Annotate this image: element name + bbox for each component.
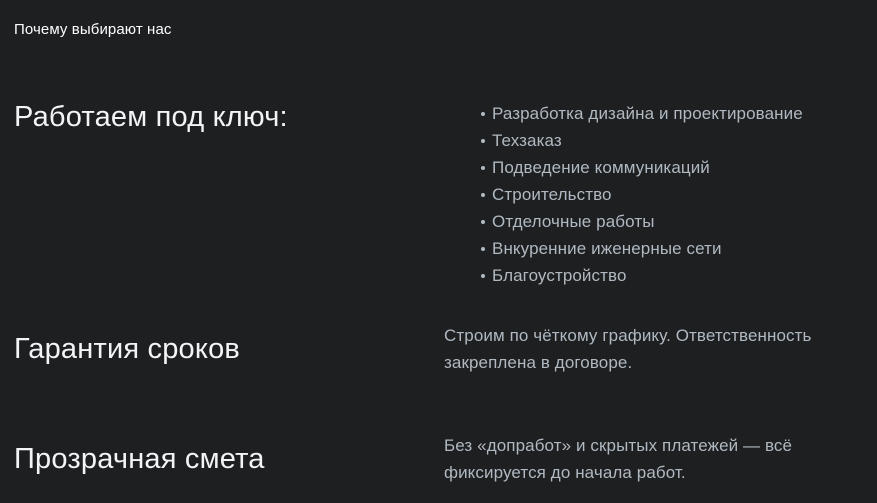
feature-heading-deadlines: Гарантия сроков [14,333,241,365]
bullet-icon [481,193,485,197]
feature-heading-estimate: Прозрачная смета [14,443,265,475]
turnkey-services-list [444,100,859,289]
list-item-label: Внкуренние иженерные сети [492,239,722,258]
feature-row-turnkey [14,100,859,289]
bullet-icon [481,247,485,251]
list-item-label: Техзаказ [492,131,562,150]
description-line: фиксируется до начала работ. [444,463,686,482]
bullet-icon [481,112,485,116]
list-item-label: Строительство [492,185,612,204]
list-item [444,154,859,181]
description-line: Без «допработ» и скрытых платежей — всё [444,436,793,455]
list-item-label: Подведение коммуникаций [492,158,710,177]
feature-row-deadlines [14,322,859,376]
feature-heading-turnkey: Работаем под ключ: [14,101,288,133]
list-item [444,100,859,127]
list-item [444,235,859,262]
bullet-icon [481,274,485,278]
bullet-icon [481,166,485,170]
list-item-label: Благоустройство [492,266,627,285]
list-item-label: Отделочные работы [492,212,655,231]
list-item-label: Разработка дизайна и проектирование [492,104,803,123]
bullet-icon [481,139,485,143]
feature-description-deadlines [444,322,859,376]
list-item [444,181,859,208]
list-item [444,262,859,289]
description-line: закреплена в договоре. [444,353,633,372]
list-item [444,208,859,235]
list-item [444,127,859,154]
section-kicker: Почему выбирают нас [14,21,172,38]
bullet-icon [481,220,485,224]
feature-rows [14,100,859,486]
description-line: Строим по чёткому графику. Ответственность [444,326,812,345]
feature-row-estimate [14,432,859,486]
feature-description-estimate [444,432,859,486]
